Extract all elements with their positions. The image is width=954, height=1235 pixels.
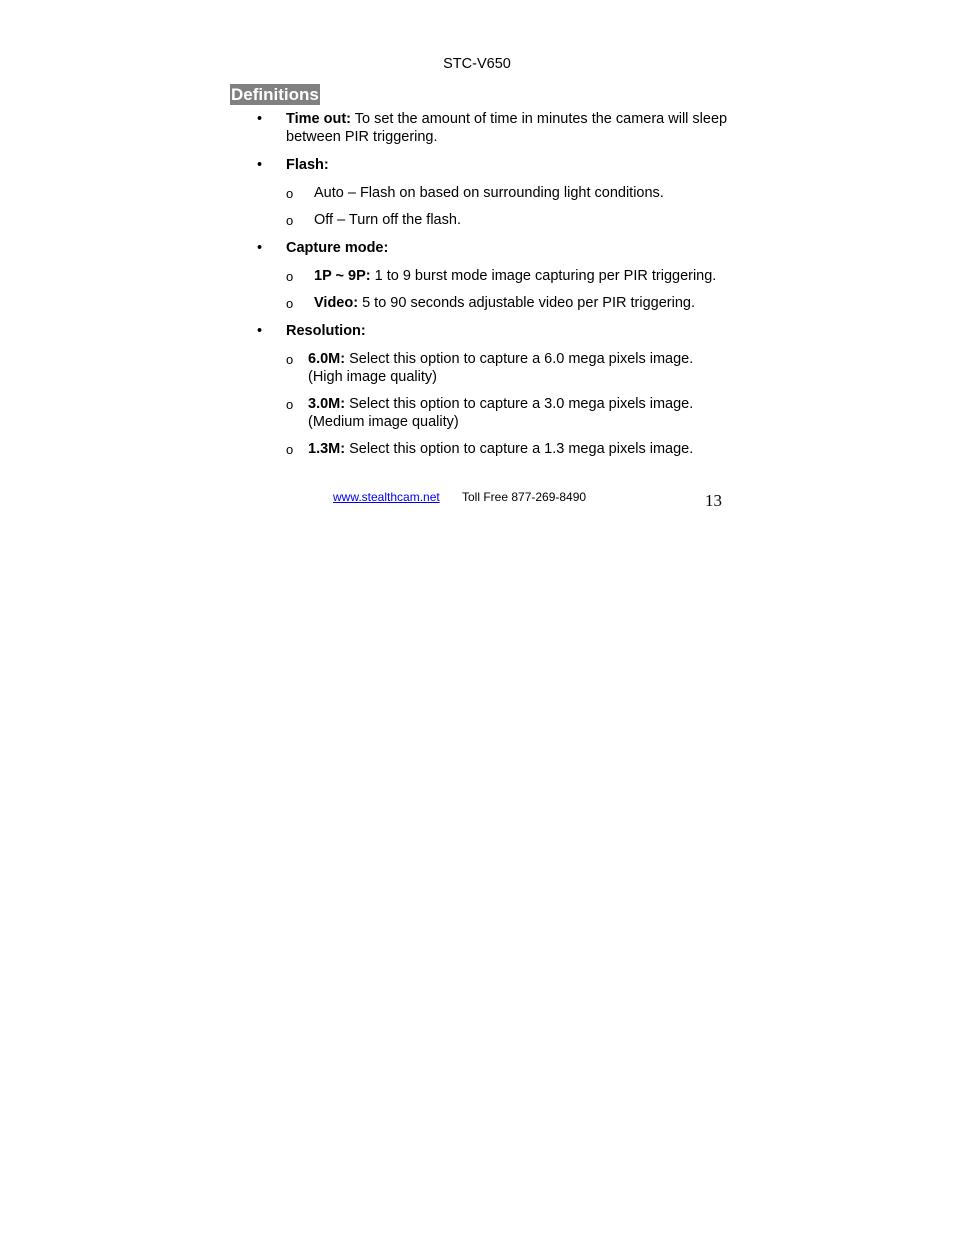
desc-burst: 1 to 9 burst mode image capturing per PIR triggering.	[370, 268, 717, 284]
term-3m: 3.0M:	[308, 396, 346, 412]
list-item-capture-mode	[230, 239, 730, 312]
resolution-option-6m	[286, 350, 730, 386]
bullet-icon: •	[257, 157, 263, 173]
term-burst: 1P ~ 9P:	[314, 268, 371, 284]
bullet-icon: •	[257, 111, 263, 127]
bullet-icon: •	[257, 323, 263, 339]
resolution-options	[286, 350, 730, 458]
term-timeout: Time out:	[286, 111, 351, 127]
term-video: Video:	[314, 295, 359, 311]
desc-video: 5 to 90 seconds adjustable video per PIR triggering.	[358, 295, 695, 311]
desc-6m: Select this option to capture a 6.0 mega pixels image. (High image quality)	[308, 351, 694, 385]
website-link[interactable]: www.stealthcam.net	[333, 490, 440, 504]
desc-timeout: To set the amount of time in minutes the camera will sleep between PIR triggering.	[286, 111, 728, 145]
capture-options	[286, 267, 730, 312]
circle-bullet-icon: o	[286, 269, 294, 284]
term-1-3m: 1.3M:	[308, 441, 346, 457]
term-flash: Flash:	[286, 157, 329, 173]
section-heading: Definitions	[231, 85, 319, 104]
flash-options	[286, 184, 730, 229]
desc-1-3m: Select this option to capture a 1.3 mega pixels image.	[345, 441, 694, 457]
capture-option-burst	[286, 267, 730, 285]
circle-bullet-icon: o	[286, 186, 294, 201]
bullet-icon: •	[257, 240, 263, 256]
resolution-option-1-3m	[286, 440, 730, 458]
term-resolution: Resolution:	[286, 323, 366, 339]
flash-option-auto	[286, 184, 730, 202]
resolution-option-3m	[286, 395, 730, 431]
list-item-resolution	[230, 322, 730, 458]
list-item-flash	[230, 156, 730, 229]
circle-bullet-icon: o	[286, 442, 294, 457]
list-item-timeout	[230, 110, 730, 146]
circle-bullet-icon: o	[286, 352, 294, 367]
circle-bullet-icon: o	[286, 296, 294, 311]
term-capture-mode: Capture mode:	[286, 240, 389, 256]
term-6m: 6.0M:	[308, 351, 346, 367]
circle-bullet-icon: o	[286, 397, 294, 412]
capture-option-burst-text	[314, 267, 724, 285]
desc-3m: Select this option to capture a 3.0 mega pixels image. (Medium image quality)	[308, 396, 694, 430]
page-number: 13	[705, 491, 722, 510]
page-header-model: STC-V650	[443, 56, 511, 72]
definitions-content	[230, 110, 730, 468]
flash-option-off	[286, 211, 730, 229]
flash-option-off-text: Off – Turn off the flash.	[314, 212, 461, 228]
toll-free-phone: Toll Free 877-269-8490	[462, 490, 587, 504]
flash-option-auto-text: Auto – Flash on based on surrounding light conditions.	[314, 185, 664, 201]
definitions-list	[230, 110, 730, 458]
capture-option-video	[286, 294, 730, 312]
circle-bullet-icon: o	[286, 213, 294, 228]
